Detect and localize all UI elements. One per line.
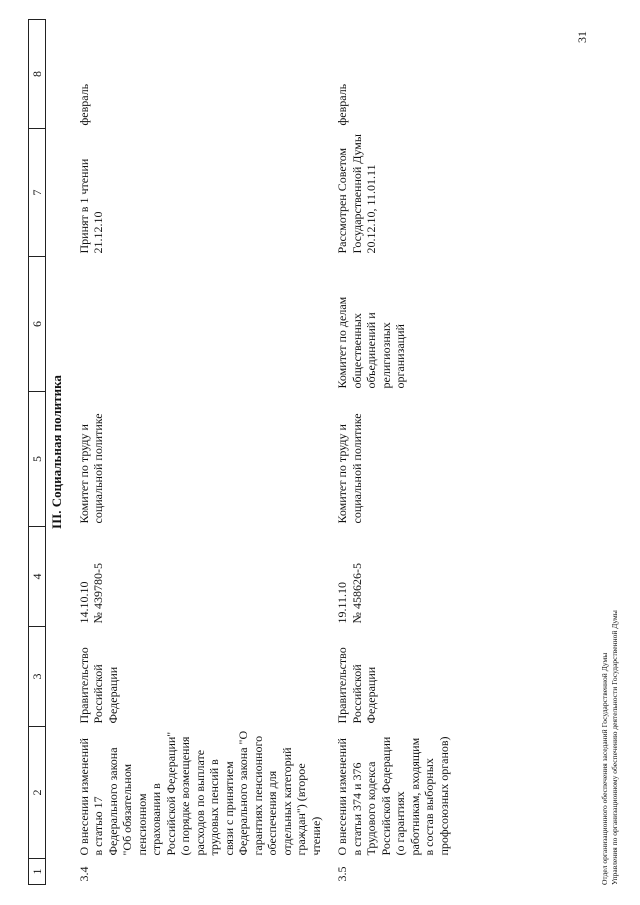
co-committee bbox=[73, 257, 332, 392]
legislation-table bbox=[28, 19, 459, 885]
initiator: Правительство Российской Федерации bbox=[76, 647, 120, 724]
responsible-committee: Комитет по труду и социальной политике bbox=[335, 413, 364, 524]
table-row bbox=[331, 20, 459, 885]
planned-month: февраль bbox=[335, 83, 349, 126]
registration-date: 14.10.10 bbox=[76, 581, 91, 624]
bill-status: Рассмотрен Советом Государственной Думы 20.12.10, 11.01.11 bbox=[335, 134, 378, 254]
column-header: 1 bbox=[29, 859, 46, 885]
footer bbox=[600, 610, 620, 885]
page-number: 31 bbox=[575, 31, 589, 43]
registration-cell bbox=[331, 527, 459, 627]
row-number: 3.5 bbox=[335, 866, 349, 882]
bill-title: О внесении изменений в статью 17 Федерального закона "Об обязательном пенсионном страховании в Российской Федерации" (о порядке возмещения расходов по выплате трудовых пенсий в связи с принятием Федерального закона "О гарантиях пенсионного обеспечения для отдельных категорий граждан") (второе чтение) bbox=[76, 730, 323, 856]
registration-cell bbox=[73, 527, 332, 627]
column-header: 3 bbox=[29, 627, 46, 727]
registration-number: № 439780-5 bbox=[91, 563, 105, 624]
section-row bbox=[46, 20, 73, 885]
column-header: 6 bbox=[29, 257, 46, 392]
registration-date: 19.11.10 bbox=[335, 581, 349, 624]
table-row bbox=[73, 20, 332, 885]
responsible-committee: Комитет по труду и социальной политике bbox=[76, 413, 105, 524]
column-header: 4 bbox=[29, 527, 46, 627]
column-header: 8 bbox=[29, 20, 46, 129]
planned-month: февраль bbox=[76, 83, 91, 126]
footer-directorate: Управления по организационному обеспечению деятельности Государственной Думы bbox=[610, 610, 619, 885]
column-header: 5 bbox=[29, 392, 46, 527]
initiator: Правительство Российской Федерации bbox=[335, 647, 378, 724]
header-row bbox=[29, 20, 46, 885]
footer-department: Отдел организационного обеспечения заседаний Государственной Думы bbox=[600, 652, 609, 885]
column-header: 7 bbox=[29, 129, 46, 257]
column-header: 2 bbox=[29, 727, 46, 859]
co-committee: Комитет по делам общественных объединений и религиозных организаций bbox=[335, 296, 407, 389]
registration-number: № 458626-5 bbox=[349, 563, 364, 624]
row-number: 3.4 bbox=[76, 866, 91, 882]
bill-title: О внесении изменений в статьи 374 и 376 Трудового кодекса Российской Федерации (о гарантиях работникам, входящим в состав выборных профсоюзных органов) bbox=[335, 736, 451, 856]
bill-status: Принят в 1 чтении 21.12.10 bbox=[76, 158, 105, 254]
section-title: III. Социальная политика bbox=[49, 375, 64, 529]
